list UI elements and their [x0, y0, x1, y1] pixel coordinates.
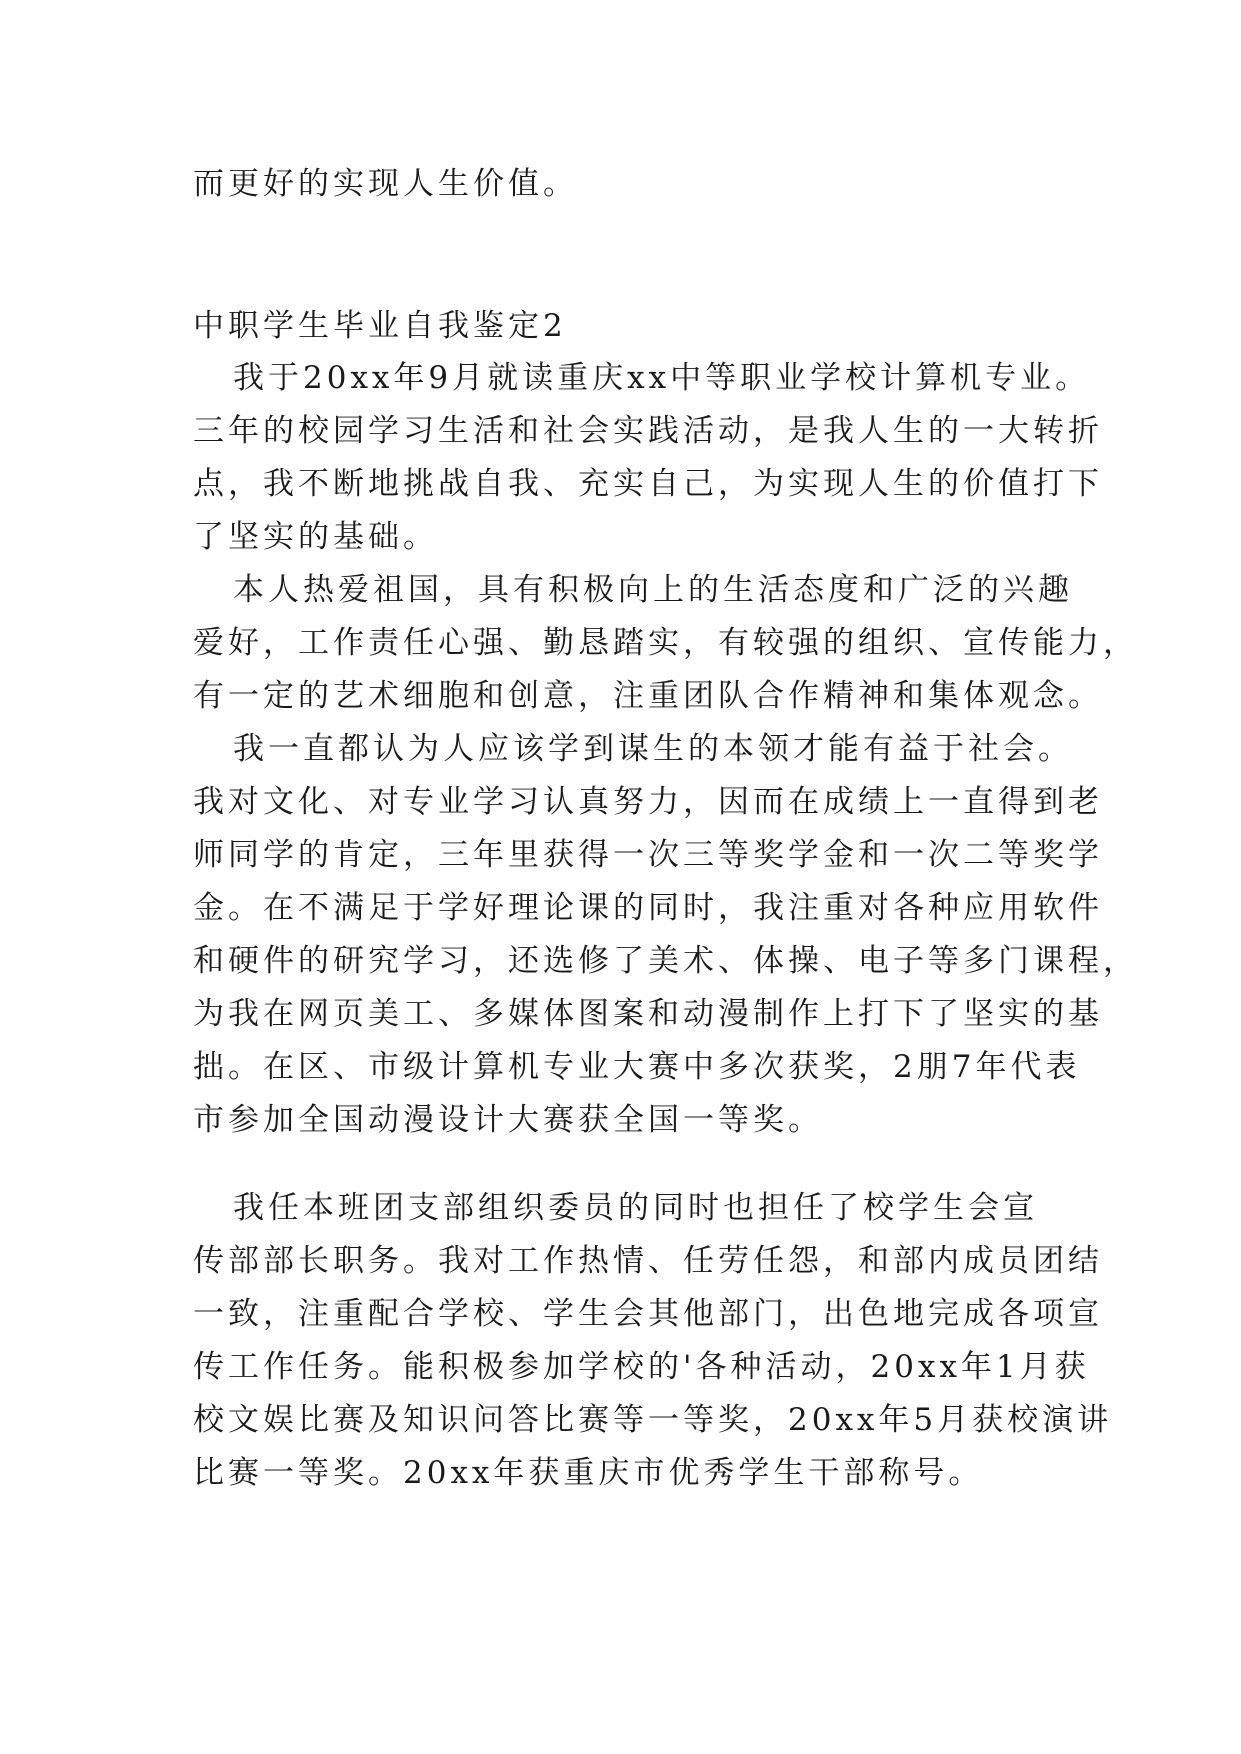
paragraph-1-line-2: 三年的校园学习生活和社会实践活动，是我人生的一大转折 [193, 413, 1103, 449]
paragraph-1-line-3: 点，我不断地挑战自我、充实自己，为实现人生的价值打下 [193, 466, 1103, 502]
section-title: 中职学生毕业自我鉴定2 [193, 308, 567, 344]
paragraph-4-line-5: 校文娱比赛及知识问答比赛等一等奖，20xx年5月获校演讲 [193, 1402, 1113, 1438]
paragraph-3-line-5: 和硬件的研究学习，还选修了美术、体操、电子等多门课程， [193, 943, 1138, 979]
paragraph-4-line-3: 一致，注重配合学校、学生会其他部门，出色地完成各项宣 [193, 1296, 1103, 1332]
continuation-line: 而更好的实现人生价值。 [193, 166, 578, 202]
paragraph-3-line-4: 金。在不满足于学好理论课的同时，我注重对各种应用软件 [193, 890, 1103, 926]
paragraph-2-line-1: 本人热爱祖国，具有积极向上的生活态度和广泛的兴趣 [233, 572, 1073, 608]
paragraph-3-line-7: 拙。在区、市级计算机专业大赛中多次获奖，2朋7年代表 [193, 1049, 1081, 1085]
paragraph-3-line-3: 师同学的肯定，三年里获得一次三等奖学金和一次二等奖学 [193, 837, 1103, 873]
paragraph-1-line-1: 我于20xx年9月就读重庆xx中等职业学校计算机专业。 [233, 360, 1091, 396]
paragraph-2-line-2: 爱好，工作责任心强、勤恳踏实，有较强的组织、宣传能力， [193, 625, 1138, 661]
paragraph-3-line-2: 我对文化、对专业学习认真努力，因而在成绩上一直得到老 [193, 784, 1103, 820]
paragraph-3-line-6: 为我在网页美工、多媒体图案和动漫制作上打下了坚实的基 [193, 996, 1103, 1032]
paragraph-4-line-4: 传工作任务。能积极参加学校的'各种活动，20xx年1月获 [193, 1349, 1090, 1385]
paragraph-3-line-1: 我一直都认为人应该学到谋生的本领才能有益于社会。 [233, 731, 1073, 767]
paragraph-4-line-1: 我任本班团支部组织委员的同时也担任了校学生会宣 [233, 1190, 1038, 1226]
paragraph-4-line-2: 传部部长职务。我对工作热情、任劳任怨，和部内成员团结 [193, 1243, 1103, 1279]
paragraph-2-line-3: 有一定的艺术细胞和创意，注重团队合作精神和集体观念。 [193, 678, 1103, 714]
paragraph-4-line-6: 比赛一等奖。20xx年获重庆市优秀学生干部称号。 [193, 1455, 984, 1491]
paragraph-3-line-8: 市参加全国动漫设计大赛获全国一等奖。 [193, 1102, 823, 1138]
paragraph-1-line-4: 了坚实的基础。 [193, 519, 438, 555]
